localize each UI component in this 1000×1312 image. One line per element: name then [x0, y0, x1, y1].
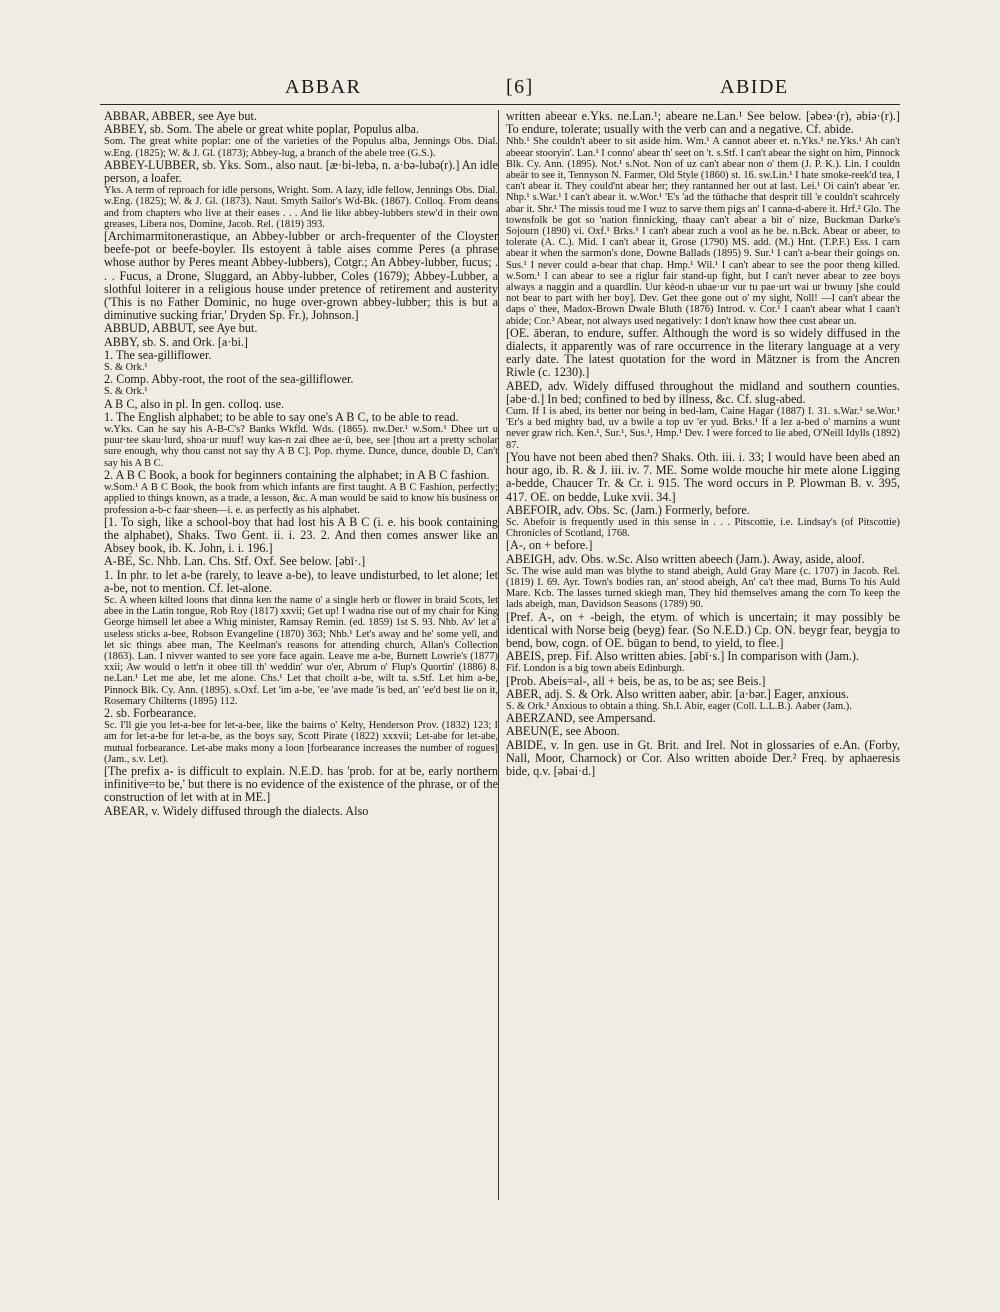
quotation-paragraph: Fif. London is a big town abeis Edinburgh. — [506, 663, 685, 675]
entry-paragraph: 1. In phr. to let a-be (rarely, to leave a-be), to leave undisturbed, to let alone; let a-be, not to mention. Cf. let-alone. — [104, 567, 498, 595]
entry-paragraph: ABED, adv. Widely diffused throughout the midland and southern counties. [əbe·d.] In bed; confined to bed by illness, &c. Cf. slug-abed. — [506, 378, 900, 406]
entry-paragraph: A B C, also in pl. In gen. colloq. use. — [104, 396, 285, 411]
running-header — [100, 64, 900, 105]
quotation-paragraph: w.Som.¹ A B C Book, the book from which infants are first taught. A B C Fashion, perfectly; applied to things known, as a trade, a lesson, &c. A man would be said to know his business or profession a-b-c faar·sheen—i. e. as perfectly as his alphabet. — [104, 482, 498, 516]
page-number: [6] — [506, 76, 534, 98]
entry-paragraph: ABER, adj. S. & Ork. Also written aaber, abir. [a·bər.] Eager, anxious. — [506, 686, 849, 701]
left-column — [104, 110, 498, 1210]
entry-paragraph: 2. sb. Forbearance. — [104, 705, 197, 720]
entry-paragraph: [The prefix a- is difficult to explain. N.E.D. has 'prob. for at be, early northern infinitive=to be,' but there is no evidence of the existence of the phrase, or of the construction of let with at in ME.] — [104, 763, 498, 805]
entry-paragraph: ABEUN(E, see Aboon. — [506, 724, 620, 739]
entry-paragraph: [1. To sigh, like a school-boy that had lost his A B C (i. e. his book containing the alphabet), Shaks. Two Gent. ii. i. 23. 2. And then comes answer like an Absey book, ib. K. John, i. i. 196.] — [104, 514, 498, 556]
header-first-word: ABBAR — [285, 76, 362, 98]
right-column — [506, 110, 900, 1210]
entry-paragraph: ABBUD, ABBUT, see Aye but. — [104, 321, 258, 336]
quotation-paragraph: Sc. A wheen kilted loons that dinna ken the name o' a single herb or flower in braid Scots, let abee in the Latin tongue, Rob Roy (1817) xxvii; Get up! I wadna rise out of my chair for King George himsell let abee a Whig minister, Ramsay Remin. (ed. 1859) 1st S. 93. Nhb. Av' let a' useless sticks a-bee, Robson Evangeline (1870) 363; Nhb.¹ Let's away and he' some yell, and let sic things abee man, The Keelman's reasons for attending church, Allan's Collection (1863). Lan. I nivver wanted to see yore face again. Leave me a-be, Burnett Lowrie's (1877) xxii; Aw would o lett'n it obee till th' weddin' wur o'er, Abrum o' Flup's Quortin' (1886) 8. ne.Lan.¹ Let me abe, let me alone. Chs.¹ Let that choilt a-be, wilt ta. s.Stf. Let him a-be, Pinnock Blk. Cy. Ann. (1895). s.Oxf. Let 'im a-be, 'ee 'ave made 'is bed, an' 'ee'd best lie on it, Rosemary Chilterns (1895) 112. — [104, 594, 498, 707]
entry-paragraph: ABEIS, prep. Fif. Also written abies. [əbī·s.] In comparison with (Jam.). — [506, 649, 860, 664]
quotation-paragraph: S. & Ork.¹ — [104, 362, 148, 374]
entry-paragraph: written abeear e.Yks. ne.Lan.¹; abeare ne.Lan.¹ See below. [əbeə·(r), əbiə·(r).] To endure, tolerate; usually with the verb can and a negative. Cf. abide. — [506, 110, 900, 137]
entry-paragraph: [A-, on + before.] — [506, 538, 593, 553]
entry-paragraph: [You have not been abed then? Shaks. Oth. iii. i. 33; I would have been abed an hour ago, ib. R. & J. iii. iv. 7. ME. Some wolde mouche hir mete alone Ligging a-bedde, Chaucer Tr. & Cr. i. 915. The word occurs in P. Plowman B. v. 395, 417. OE. on bedde, Luke xvii. 34.] — [506, 449, 900, 504]
quotation-paragraph: Som. The great white poplar: one of the varieties of the Populus alba, Jennings Obs. Dial. w.Eng. (1825); W. & J. Gl. (1873); Abbey-lug, a branch of the abele tree (G.S.). — [104, 136, 498, 159]
quotation-paragraph: Yks. A term of reproach for idle persons, Wright. Som. A lazy, idle fellow, Jennings Obs. Dial. w.Eng. (1825); W. & J. Gl. (1873). Naut. Smyth Sailor's Wd-Bk. (1867). Colloq. From deans and from chapters who live at their eases . . . And lie like abbey-lubbers stew'd in their own greases, Libera nos, Domine, Jacob. Rel. (1819) 393. — [104, 185, 498, 230]
entry-paragraph: 2. Comp. Abby-root, the root of the sea-gilliflower. — [104, 372, 354, 387]
quotation-paragraph: Sc. Abefoir is frequently used in this sense in . . . Pitscottie, i.e. Lindsay's (of Pitscottie) Chronicles of Scotland, 1768. — [506, 516, 900, 540]
quotation-paragraph: Sc. I'll gie you let-a-bee for let-a-bee, like the bairns o' Kelty, Henderson Prov. (1832) 123; I am for let-a-be for let-a-be, as the boys say, Scott Pirate (1822) xxxvii; Let-abe for let-abe, mutual forbearance. Let-abe maks mony a loon [forbearance increases the number of rogues] (Jam., s.v. Let). — [104, 720, 498, 765]
entry-paragraph: 1. The English alphabet; to be able to say one's A B C, to be able to read. — [104, 409, 459, 424]
entry-paragraph: [OE. āberan, to endure, suffer. Although the word is so widely diffused in the dialects, it apparently was of rare occurrence in the literary language at a very early date. The latest quotation for the word in Mätzner is from the Ancren Riwle (c. 1230).] — [506, 325, 900, 380]
entry-paragraph: ABIDE, v. In gen. use in Gt. Brit. and Irel. Not in glossaries of e.An. (Forby, Nall, Moor, Charnock) or Cor. Also written aboide Der.² Freq. by aphaeresis bide, q.v. [əbai·d.] — [506, 737, 900, 778]
entry-paragraph: ABBAR, ABBER, see Aye but. — [104, 110, 257, 123]
entry-paragraph: [Archimarmitonerastique, an Abbey-lubber or arch-frequenter of the Cloyster beefe-pot or beefe-boyler. Ils estoyent à table aises comme Peres (a phrase whose author by Peres meant Abbey-lubbers), Cotgr.; An Abbey-lubber, fucus; . . . Fucus, a Drone, Sluggard, an Abby-lubber, Coles (1679); Abbey-Lubber, a slothful loiterer in a religious house under pretence of retirement and austerity ('This is no Father Dominic, no huge over-grown abbey-lubber; this is but a diminutive sucking friar,' Dryden Sp. Fr.), Johnson.] — [104, 229, 498, 323]
entry-paragraph: [Pref. A-, on + -beigh, the etym. of which is uncertain; it may possibly be identical with Norse beig (beyg) fear. (So N.E.D.) Cp. ON. beygr fear, beygja to bend, bow, cogn. of OE. būgan to bend, to yield, to flee.] — [506, 609, 900, 650]
entry-paragraph: A-BE, Sc. Nhb. Lan. Chs. Stf. Oxf. See below. [əbī·.] — [104, 554, 366, 569]
quotation-paragraph: S. & Ork.¹ Anxious to obtain a thing. Sh.I. Abir, eager (Coll. L.L.B.). Aaber (Jam.). — [506, 700, 852, 712]
entry-paragraph: ABBEY, sb. Som. The abele or great white poplar, Populus alba. — [104, 122, 419, 137]
quotation-paragraph: Nhb.¹ She couldn't abeer to sit aside him. Wm.¹ A cannot abeer et. n.Yks.¹ ne.Yks.¹ Ah can't abeear stooryin'. Lan.¹ I conno' abear th' seet on 't. s.Stf. I can't abear the sight on him, Pinnock Blk. Cy. Ann. (1895). Not.¹ s.Not. Non of uz can't abear non o' them (J. P. K.). Lin. I couldn abeär to see it, Tennyson N. Farmer, Old Style (1860) st. 16. sw.Lin.¹ I hate smoke-reek'd tea, I can't abear it. They could'nt abear her; they rantanned her out at last. Lei.¹ Oi cain't abear 'er. Nhp.¹ s.War.¹ I can't abear it. w.Wor.¹ 'E's 'ad the tüthache that desprit till 'e couldn't scahrcely abar it. Shr.¹ The missis toud me I wuz to sarve them pigs an' I canna-d-abere it. Hrf.² Glo. The townsfolk be got so 'nation finnicking, thaay can't abear a bit o' nize, Buckman Darke's Sojourn (1890) vi. Oxf.¹ Brks.¹ I can't abear zuch a vool as he be. n.Bck. Abear or abeer, to tolerate (A. C.). Mid. I can't abear it, Grose (1790) MS. add. (M.) Hnt. (T.P.F.) Ess. I carn abear it when the sarmon's done, Downe Ballads (1895) 9. Sur.¹ I can't a-bear their goings on. Sus.¹ I never could a-bear that chap. Hmp.¹ Wil.¹ I can't abear to see the poor theng killed. w.Som.¹ I can abear to see a riglur fair stand-up fight, but I can't never abear to zee boys always a naggin and a quardlin. Uur kèod-n ubae·ur vur tu pae·urt wai ur bwuuy [she could not bear to part with her boy]. Dev. Get thee gone out o' my sight, Noll! —I can't abear the daps o' thee, Madox-Brown Dwale Bluth (1876) Introd. v. Cor.¹ I caan't abear what I caan't abide; Cor.³ Abear, not always used negatively: I don't knaw how thee cust abear un. — [506, 136, 900, 327]
entry-paragraph: ABEAR, v. Widely diffused through the dialects. Also — [104, 803, 369, 818]
entry-paragraph: 1. The sea-gilliflower. — [104, 347, 212, 362]
entry-paragraph: 2. A B C Book, a book for beginners containing the alphabet; in A B C fashion. — [104, 467, 490, 482]
header-last-word: ABIDE — [720, 76, 789, 98]
quotation-paragraph: Sc. The wise auld man was blythe to stand abeigh, Auld Gray Mare (c. 1707) in Jacob. Rel. (1819) I. 69. Ayr. Town's bodies ran, an' stood abeigh, An' ca't thee mad, Burns To his Auld Mare. Kcb. The lasses turned skiegh man, They hid themselves amang the corn To keep the lads abeigh, man, Davidson Seasons (1789) 90. — [506, 565, 900, 611]
entry-paragraph: ABEFOIR, adv. Obs. Sc. (Jam.) Formerly, before. — [506, 502, 750, 517]
quotation-paragraph: Cum. If I is abed, its better nor being in bed-lam, Caine Hagar (1887) I. 31. s.War.¹ se.Wor.¹ 'Er's a bed mighty bad, uv a bwile a top uv 'er yud. Brks.¹ If a lez a-bed o' marnins a wunt never graw rich. Ken.¹, Sur.¹, Sus.¹, Hmp.¹ Dev. I were forced to lie abed, O'Neill Idylls (1892) 87. — [506, 406, 900, 451]
column-rule — [498, 110, 499, 1200]
quotation-paragraph: w.Yks. Can he say his A-B-C's? Banks Wkfld. Wds. (1865). nw.Der.¹ w.Som.¹ Dhee urt u puur·tee skau·lurd, shoa·ur nuuf! wuy kas-n zai dhee ae·ü, bee, see [thou art a pretty scholar sure enough, why thou canst not say thy A B C]. Pop. rhyme. Dunce, dunce, double D, Can't say his A B C. — [104, 424, 498, 469]
entry-paragraph: ABBEY-LUBBER, sb. Yks. Som., also naut. [æ·bi-lɐbə, n. a·bə-lubə(r).] An idle person, a loafer. — [104, 157, 498, 186]
entry-paragraph: ABBY, sb. S. and Ork. [a·bi.] — [104, 334, 248, 349]
entry-paragraph: [Prob. Abeis=al-, all + beis, be as, to be as; see Beis.] — [506, 673, 766, 688]
entry-paragraph: ABERZAND, see Ampersand. — [506, 711, 656, 726]
entry-paragraph: ABEIGH, adv. Obs. w.Sc. Also written abeech (Jam.). Away, aside, aloof. — [506, 551, 865, 566]
quotation-paragraph: S. & Ork.¹ — [104, 386, 148, 398]
